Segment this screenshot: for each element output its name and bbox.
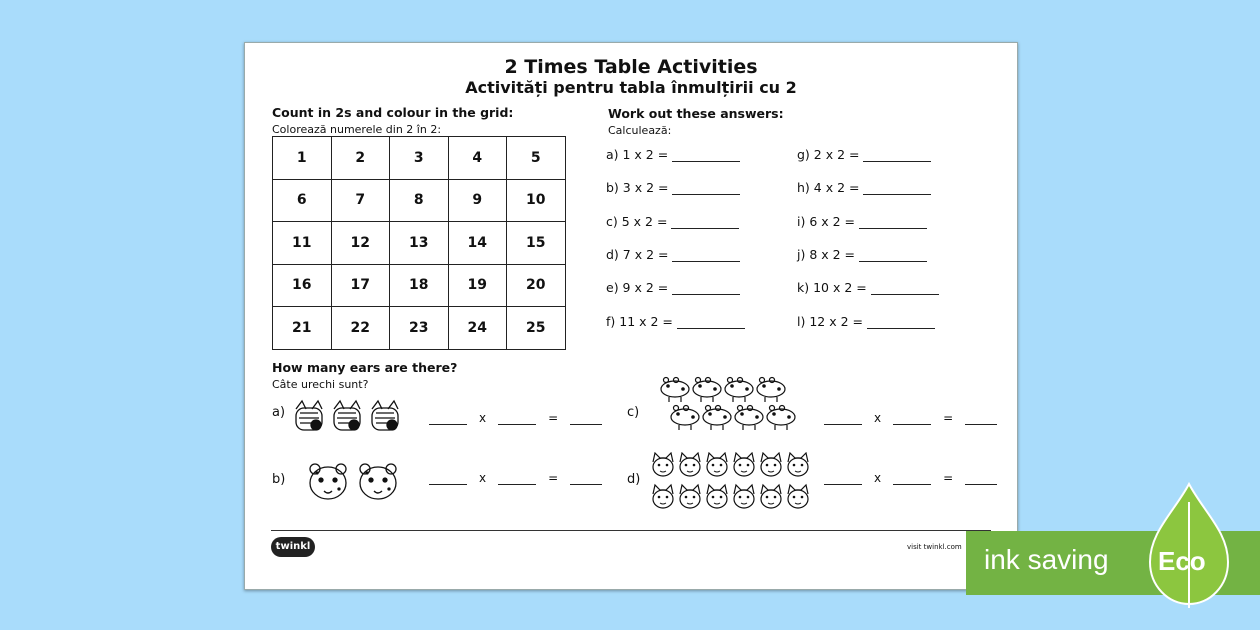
answer-line[interactable] — [859, 216, 927, 229]
grid-cell[interactable]: 6 — [273, 179, 332, 222]
grid-cell[interactable]: 17 — [331, 264, 390, 307]
answer-blank[interactable] — [498, 474, 536, 485]
grid-cell[interactable]: 10 — [507, 179, 566, 222]
times-sign: x — [479, 471, 487, 485]
question-item — [606, 314, 745, 329]
question-text: c) 5 x 2 = — [606, 214, 668, 229]
answer-blank[interactable] — [824, 474, 862, 485]
question-text: h) 4 x 2 = — [797, 180, 860, 195]
zebra-icon — [292, 397, 402, 435]
grid-cell[interactable]: 25 — [507, 307, 566, 350]
grid-cell[interactable]: 15 — [507, 222, 566, 265]
equation-c — [818, 411, 1003, 425]
answer-line[interactable] — [672, 149, 740, 162]
answer-blank[interactable] — [570, 414, 602, 425]
grid-cell[interactable]: 3 — [390, 137, 449, 180]
grid-cell[interactable]: 24 — [448, 307, 507, 350]
grid-cell[interactable]: 4 — [448, 137, 507, 180]
question-item — [797, 214, 927, 229]
answer-line[interactable] — [867, 316, 935, 329]
grid-heading: Count in 2s and colour in the grid: — [272, 105, 514, 120]
equals-sign: = — [548, 411, 559, 425]
answer-blank[interactable] — [893, 474, 931, 485]
hippo-icon — [659, 375, 799, 437]
grid-cell[interactable]: 13 — [390, 222, 449, 265]
grid-cell[interactable]: 16 — [273, 264, 332, 307]
grid-cell[interactable]: 20 — [507, 264, 566, 307]
eco-label: Eco — [1158, 546, 1206, 576]
question-item — [606, 180, 740, 195]
answer-blank[interactable] — [429, 414, 467, 425]
question-item — [797, 180, 931, 195]
grid-row — [273, 137, 566, 180]
answer-line[interactable] — [859, 249, 927, 262]
cheetah-icon — [307, 461, 407, 501]
grid-cell[interactable]: 5 — [507, 137, 566, 180]
grid-cell[interactable]: 2 — [331, 137, 390, 180]
grid-cell[interactable]: 21 — [273, 307, 332, 350]
ears-label-c: c) — [627, 405, 640, 420]
answers-heading: Work out these answers: — [608, 106, 784, 121]
equation-b — [423, 471, 608, 485]
times-sign: x — [874, 471, 882, 485]
equals-sign: = — [943, 471, 954, 485]
grid-cell[interactable]: 7 — [331, 179, 390, 222]
equation-d — [818, 471, 1003, 485]
question-text: a) 1 x 2 = — [606, 147, 669, 162]
question-item — [797, 147, 931, 162]
question-text: j) 8 x 2 = — [797, 247, 856, 262]
question-text: g) 2 x 2 = — [797, 147, 860, 162]
answer-line[interactable] — [672, 182, 740, 195]
page-subtitle: Activități pentru tabla înmulțirii cu 2 — [465, 78, 797, 97]
number-grid — [272, 136, 566, 350]
ears-subheading: Câte urechi sunt? — [272, 378, 369, 391]
question-text: i) 6 x 2 = — [797, 214, 856, 229]
grid-cell[interactable]: 22 — [331, 307, 390, 350]
answer-line[interactable] — [672, 249, 740, 262]
grid-cell[interactable]: 23 — [390, 307, 449, 350]
worksheet — [244, 42, 1018, 590]
equals-sign: = — [943, 411, 954, 425]
answer-line[interactable] — [677, 316, 745, 329]
grid-row — [273, 307, 566, 350]
question-text: k) 10 x 2 = — [797, 280, 867, 295]
grid-cell[interactable]: 1 — [273, 137, 332, 180]
question-text: l) 12 x 2 = — [797, 314, 863, 329]
grid-cell[interactable]: 19 — [448, 264, 507, 307]
question-text: d) 7 x 2 = — [606, 247, 669, 262]
equals-sign: = — [548, 471, 559, 485]
grid-row — [273, 264, 566, 307]
answer-line[interactable] — [871, 282, 939, 295]
grid-cell[interactable]: 8 — [390, 179, 449, 222]
ears-label-d: d) — [627, 472, 641, 487]
times-sign: x — [479, 411, 487, 425]
question-text: b) 3 x 2 = — [606, 180, 669, 195]
grid-cell[interactable]: 18 — [390, 264, 449, 307]
answer-line[interactable] — [672, 282, 740, 295]
leaf-drop-icon — [1144, 482, 1234, 608]
ears-label-b: b) — [272, 472, 286, 487]
question-item — [606, 280, 740, 295]
footer-divider — [271, 530, 991, 531]
question-item — [797, 247, 927, 262]
grid-cell[interactable]: 9 — [448, 179, 507, 222]
ears-heading: How many ears are there? — [272, 360, 458, 375]
cat-icon — [651, 452, 817, 518]
answer-blank[interactable] — [429, 474, 467, 485]
grid-subheading: Colorează numerele din 2 în 2: — [272, 123, 442, 136]
question-item — [606, 214, 739, 229]
answer-line[interactable] — [671, 216, 739, 229]
footer-visit-link[interactable]: visit twinkl.com — [907, 543, 962, 551]
question-text: f) 11 x 2 = — [606, 314, 673, 329]
equation-a — [423, 411, 608, 425]
answers-subheading: Calculează: — [608, 124, 672, 137]
page-title: 2 Times Table Activities — [504, 56, 758, 78]
grid-cell[interactable]: 12 — [331, 222, 390, 265]
times-sign: x — [874, 411, 882, 425]
answer-blank[interactable] — [570, 474, 602, 485]
answer-blank[interactable] — [965, 414, 997, 425]
question-text: e) 9 x 2 = — [606, 280, 669, 295]
answer-blank[interactable] — [965, 474, 997, 485]
grid-row — [273, 222, 566, 265]
question-item — [606, 147, 740, 162]
answer-blank[interactable] — [893, 414, 931, 425]
answer-line[interactable] — [863, 149, 931, 162]
answer-blank[interactable] — [824, 414, 862, 425]
ears-label-a: a) — [272, 405, 286, 420]
answer-blank[interactable] — [498, 414, 536, 425]
question-item — [797, 314, 935, 329]
question-item — [797, 280, 939, 295]
grid-row — [273, 179, 566, 222]
ink-saving-text: ink saving — [984, 544, 1109, 575]
grid-cell[interactable]: 14 — [448, 222, 507, 265]
grid-cell[interactable]: 11 — [273, 222, 332, 265]
question-item — [606, 247, 740, 262]
answer-line[interactable] — [863, 182, 931, 195]
twinkl-logo: twinkl — [271, 537, 315, 557]
